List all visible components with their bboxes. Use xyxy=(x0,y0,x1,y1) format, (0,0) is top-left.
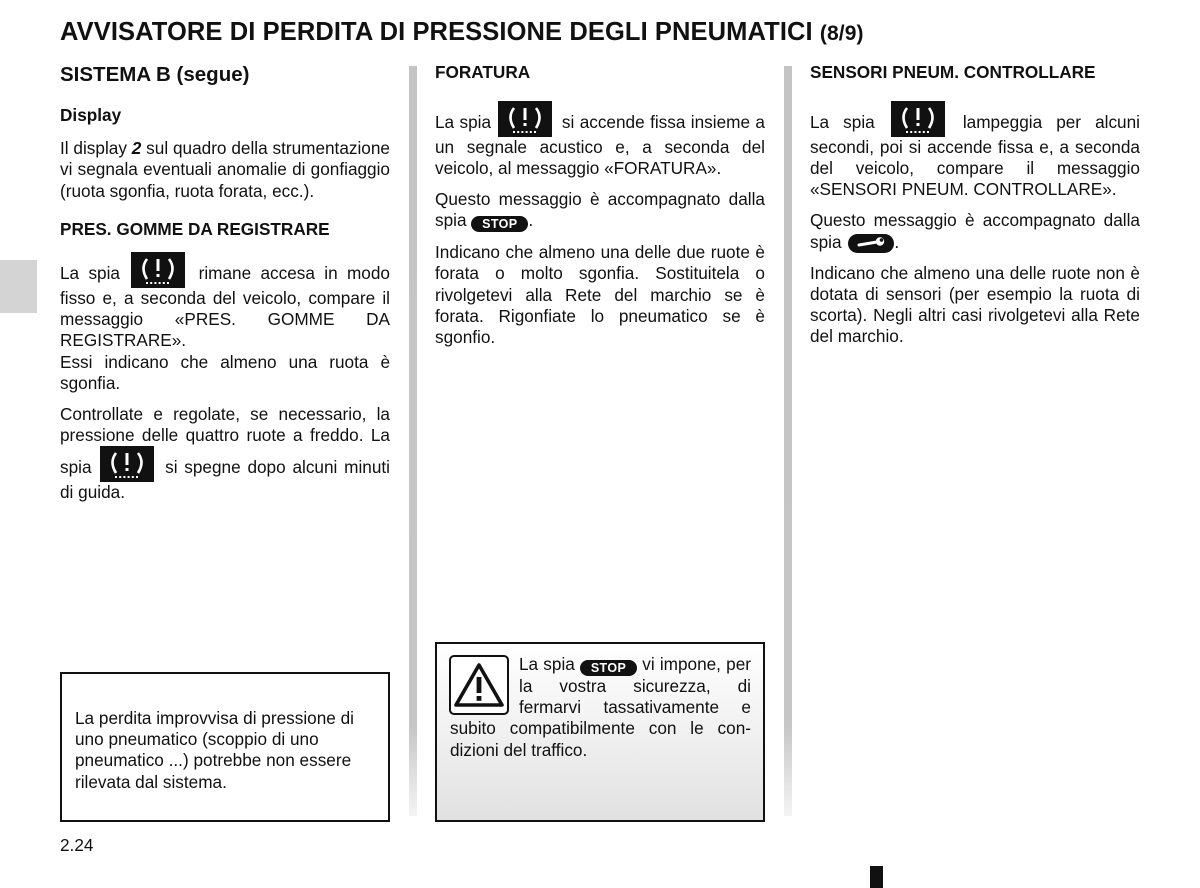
display-number: 2 xyxy=(131,138,142,159)
column-middle xyxy=(435,62,765,358)
pres-heading: PRES. GOMME DA REGISTRARE xyxy=(60,218,330,239)
display-paragraph xyxy=(60,138,390,202)
foratura-text-b: si accende fissa insieme a un segnale acustico e, a seconda del veicolo, al messaggio «FORATURA». xyxy=(435,112,765,179)
tyre-pressure-warning-icon xyxy=(131,252,185,288)
pres-text-b: rimane accesa in modo fisso e, a seconda del veicolo, compare il messaggio «PRES. GOMME DA REGISTRARE». xyxy=(60,262,390,351)
warning-text-b: vi impone, per la vostra sicurezza, di fermarvi tassativamente e subito compatibilmente con le condizioni del traffico. xyxy=(450,654,751,760)
sensori-text-b: lampeggia per alcuni secondi, poi si accende fissa e, a seconda del veicolo, compare il messaggio «SENSORI PNEUM. CONTROLLARE». xyxy=(810,112,1140,200)
sensori-paragraph-2: Questo messaggio è accompagnato dalla spia . xyxy=(810,210,1140,252)
sensori-text-a: La spia xyxy=(810,112,875,132)
foratura-heading: FORATURA xyxy=(435,62,531,82)
tyre-pressure-warning-icon xyxy=(891,101,945,137)
page-number: 2.24 xyxy=(60,835,94,855)
note-text: La perdita improvvisa di pressione di uno pneumatico (scoppio di uno pneumatico ...) potrebbe non essere rilevata dal sistema. xyxy=(75,708,354,792)
pres-paragraph-1 xyxy=(60,252,390,352)
warning-text-a: La spia xyxy=(519,654,575,674)
column-left xyxy=(60,62,390,513)
pres-paragraph-1b: Essi indicano che almeno una ruota è sgonfia. xyxy=(60,351,390,393)
pres2-text-a: Controllate e regolate, se necessario, la pressione delle quattro ruote a freddo. La spia xyxy=(60,403,390,478)
foratura-paragraph-2: Questo messaggio è accompagnato dalla spia STOP . xyxy=(435,189,765,232)
foratura-text-2: Questo messaggio è accompagnato dalla spia xyxy=(435,189,765,231)
foratura-text-a: La spia xyxy=(435,112,492,132)
column-right xyxy=(810,62,1140,357)
display-text-a: Il display xyxy=(60,138,132,159)
column-divider xyxy=(784,66,792,816)
column-divider xyxy=(409,66,417,816)
tyre-pressure-warning-icon xyxy=(498,101,552,137)
page-title xyxy=(60,18,864,47)
sensori-paragraph-1 xyxy=(810,101,1140,201)
chapter-thumb-tab xyxy=(0,260,37,313)
sensori-paragraph-3: Indicano che almeno una delle ruote non è dotata di sensori (per esempio la ruota di scorta). Negli altri casi rivolgetevi alla Rete del marchio. xyxy=(810,262,1140,347)
section-title: SISTEMA B (segue) xyxy=(60,63,250,86)
foratura-paragraph-3: Indicano che almeno una delle due ruote è forata o molto sgonfia. Sostituitela o rivolgetevi alla Rete del marchio se è forata. Rigonfiate lo pneumatico se è sgonfio. xyxy=(435,242,765,348)
page-title-main: AVVISATORE DI PERDITA DI PRESSIONE DEGLI PNEUMATICI xyxy=(60,18,813,46)
page-edge-mark xyxy=(870,866,883,888)
page-title-suffix: (8/9) xyxy=(819,22,864,45)
note-box xyxy=(60,672,390,822)
display-heading: Display xyxy=(60,105,122,125)
pres-text-a: La spia xyxy=(60,262,120,283)
display-text-b: sul quadro della strumentazione vi segnala eventuali anomalie di gonfiaggio (ruota sgonfia, ruota forata, ecc.). xyxy=(60,138,390,201)
sensori-text-2: Questo messaggio è accompagnato dalla spia xyxy=(810,210,1140,252)
foratura-paragraph-1 xyxy=(435,101,765,179)
tyre-pressure-warning-icon xyxy=(100,446,154,482)
warning-box xyxy=(435,642,765,822)
sensori-heading: SENSORI PNEUM. CONTROLLARE xyxy=(810,62,1096,82)
hazard-triangle-icon xyxy=(449,655,509,715)
stop-warning-icon: STOP xyxy=(580,660,637,676)
service-wrench-icon xyxy=(848,234,894,253)
pres-paragraph-2 xyxy=(60,404,390,504)
pres2-text-b: si spegne dopo alcuni minuti di guida. xyxy=(60,457,390,503)
stop-warning-icon: STOP xyxy=(471,216,528,232)
